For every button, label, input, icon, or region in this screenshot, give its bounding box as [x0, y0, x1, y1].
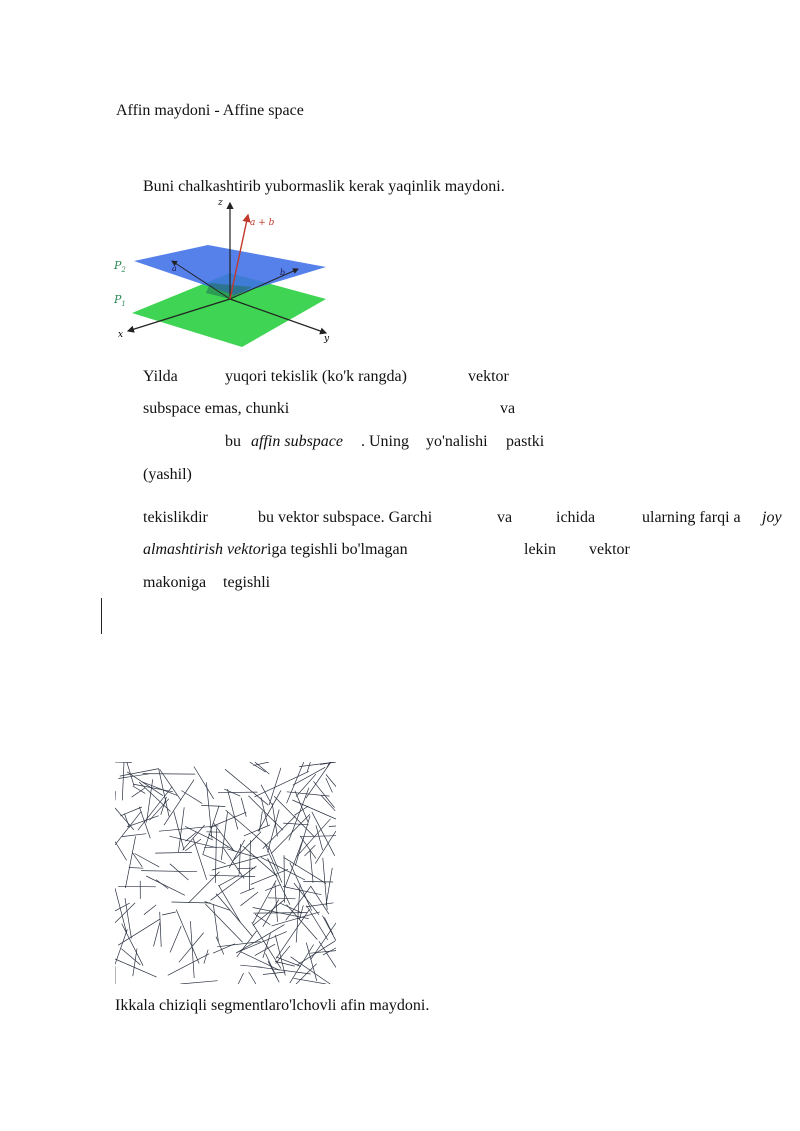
line-segment — [307, 762, 310, 772]
line-segment — [118, 919, 160, 945]
line-segment — [206, 904, 243, 942]
line-segment — [287, 762, 304, 803]
line-segment — [226, 810, 270, 848]
para-word: bu vektor subspace. Garchi — [258, 509, 433, 526]
line-segment — [323, 858, 327, 910]
figure-caption: Ikkala chiziqli segmentlaro'lchovli afin maydoni. — [115, 997, 430, 1014]
line-segment — [291, 957, 331, 984]
line-segment — [122, 834, 146, 837]
para-word: yo'nalishi — [426, 433, 488, 450]
para-word: makoniga — [143, 574, 207, 591]
line-segment — [201, 805, 225, 806]
vector-sum-label: a + b — [250, 218, 275, 228]
line-segment — [162, 912, 176, 915]
line-segment — [213, 904, 218, 941]
line-segment — [122, 762, 124, 800]
line-segment — [269, 768, 281, 805]
line-segment — [310, 951, 336, 954]
intro-text: Buni chalkashtirib yubormaslik kerak yaqinlik maydoni. — [143, 178, 505, 195]
line-segment — [241, 892, 259, 906]
para-word: yuqori tekislik (ko'k rangda) — [225, 368, 407, 385]
para-word: ichida — [556, 509, 596, 526]
line-segment — [300, 836, 336, 837]
page-title: Affin maydoni - Affine space — [116, 102, 304, 119]
vector-b-label: b — [280, 268, 286, 277]
line-segment — [263, 816, 296, 849]
para-word: Yilda — [143, 368, 178, 385]
para-word: ularning farqi a — [642, 509, 741, 526]
para-word: bu — [225, 433, 241, 450]
para-line: almashtirish vektoriga tegishli bo'lmagan — [143, 541, 408, 558]
line-segment — [285, 837, 304, 887]
line-segment — [238, 973, 243, 984]
line-segment — [243, 846, 278, 876]
line-segment — [132, 852, 142, 867]
line-segment — [180, 981, 217, 984]
plane-p1-label: $P_1$ — [114, 293, 126, 308]
line-segment — [272, 912, 320, 926]
line-segment — [240, 888, 254, 894]
line-segment — [261, 785, 272, 805]
line-segment — [296, 884, 300, 943]
line-segment — [265, 884, 281, 890]
line-segment — [244, 825, 270, 836]
line-segment — [121, 949, 140, 965]
line-segment — [190, 921, 194, 978]
line-segment — [310, 850, 313, 883]
line-segment — [160, 912, 162, 947]
line-segment — [168, 954, 210, 976]
line-segment — [127, 762, 134, 786]
line-segment — [125, 836, 135, 888]
line-segment — [322, 916, 336, 941]
para-word: pastki — [506, 433, 545, 450]
line-segment — [218, 792, 258, 793]
line-segment — [303, 881, 333, 882]
line-segment — [146, 876, 185, 895]
plane-p2-label: $P_2$ — [114, 259, 126, 274]
z-axis-label: z — [218, 198, 223, 208]
line-segment — [248, 796, 283, 830]
line-segment — [186, 832, 197, 841]
line-segment — [155, 852, 192, 853]
line-segment — [307, 906, 328, 940]
line-segment — [233, 832, 261, 861]
line-segment — [321, 796, 335, 811]
para-word: vektor — [589, 541, 630, 558]
line-segment — [314, 781, 335, 807]
para-word: vektor — [468, 368, 509, 385]
line-segment — [326, 868, 332, 906]
line-segment — [216, 894, 253, 937]
line-segment — [164, 780, 194, 826]
line-segment — [238, 932, 287, 953]
line-segment — [268, 810, 280, 853]
line-segment — [115, 903, 130, 911]
line-segment — [115, 842, 127, 861]
line-segment — [306, 762, 331, 798]
line-segment — [172, 902, 211, 903]
line-segment — [227, 789, 237, 829]
line-segment — [312, 812, 335, 856]
line-segment — [213, 944, 235, 953]
para-word: tegishli — [223, 574, 271, 591]
line-segment — [135, 854, 160, 867]
line-segment — [144, 905, 156, 915]
line-segment — [219, 885, 241, 922]
line-segment — [127, 772, 163, 796]
para-word: subspace emas, chunki — [143, 400, 290, 417]
line-segment — [118, 774, 149, 779]
para-word: va — [497, 509, 513, 526]
line-segment — [290, 863, 312, 911]
line-segment — [170, 926, 181, 952]
line-segment — [204, 950, 208, 964]
line-segment — [249, 840, 250, 890]
line-segment — [133, 784, 173, 792]
line-segment — [118, 886, 156, 887]
line-segment — [229, 840, 245, 868]
para-word: lekin — [524, 541, 556, 558]
affine-planes-figure — [112, 195, 334, 355]
line-segment — [141, 871, 197, 872]
line-segment — [129, 868, 144, 869]
line-segment — [174, 812, 184, 851]
line-segment — [305, 845, 316, 856]
line-segment — [268, 898, 296, 899]
line-segment — [189, 872, 220, 903]
line-segment — [216, 937, 224, 955]
line-segment — [124, 814, 129, 828]
line-segment — [156, 880, 168, 889]
line-segment — [115, 959, 157, 977]
line-segment — [170, 864, 189, 880]
line-segment — [176, 910, 199, 964]
line-segment — [261, 857, 305, 880]
line-segment — [326, 775, 336, 787]
line-segment — [219, 875, 239, 886]
para-word: tekislikdir — [143, 509, 208, 526]
para-word: (yashil) — [143, 466, 192, 483]
line-segment — [297, 941, 335, 965]
para-word: va — [500, 400, 516, 417]
line-segment — [320, 762, 336, 765]
line-segment — [194, 767, 214, 799]
para-emphasis: joy — [762, 509, 782, 526]
line-segment — [181, 791, 202, 804]
line-segments-figure — [115, 762, 336, 984]
line-segment — [227, 849, 258, 858]
line-segment — [249, 972, 256, 984]
line-segment — [255, 914, 270, 925]
line-segment — [265, 843, 282, 883]
line-segment — [150, 799, 169, 821]
line-segment — [296, 964, 317, 984]
line-segment — [329, 826, 336, 827]
line-segment — [253, 880, 276, 923]
line-segment — [236, 925, 284, 954]
line-segment — [251, 869, 288, 884]
line-segment — [115, 811, 141, 845]
text-cursor — [101, 598, 102, 634]
para-emphasis: affin subspace — [251, 433, 343, 450]
line-segment — [326, 778, 333, 792]
y-axis-label: y — [324, 334, 330, 344]
line-segment — [154, 923, 160, 947]
line-segment — [208, 834, 235, 852]
x-axis-label: x — [118, 330, 124, 340]
vector-a-label: a — [172, 264, 177, 273]
line-segment — [294, 978, 327, 984]
line-segment — [324, 917, 333, 934]
line-segment — [319, 941, 336, 967]
line-segment — [284, 855, 285, 902]
line-segment — [122, 924, 143, 966]
line-segment — [115, 929, 127, 964]
line-segment — [143, 774, 196, 775]
para-word: . Uning — [361, 433, 409, 450]
line-segment — [115, 888, 127, 933]
